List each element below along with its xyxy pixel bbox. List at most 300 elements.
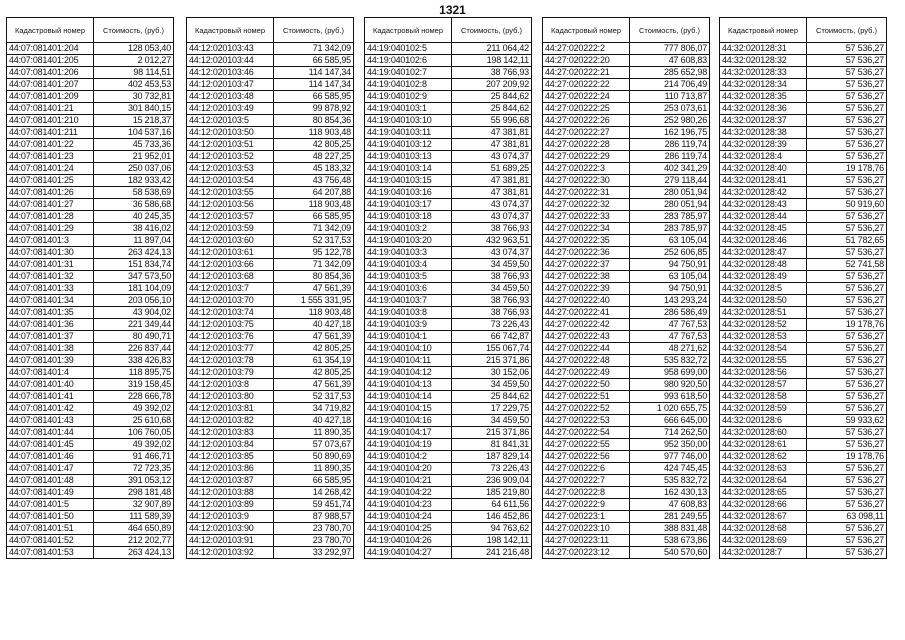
cost-cell: 236 909,04 bbox=[452, 475, 532, 487]
cost-cell: 40 427,18 bbox=[274, 319, 354, 331]
cadastral-number-cell: 44:27:020222:49 bbox=[543, 367, 630, 379]
table-row bbox=[365, 415, 532, 427]
cost-cell: 87 988,57 bbox=[274, 511, 354, 523]
table-row bbox=[365, 91, 532, 103]
table-row bbox=[543, 187, 710, 199]
cost-cell: 99 878,92 bbox=[274, 103, 354, 115]
table-row bbox=[365, 127, 532, 139]
cadastral-number-cell: 44:12:020103:83 bbox=[187, 427, 274, 439]
cadastral-number-cell: 44:19:040103:14 bbox=[365, 163, 452, 175]
table-row bbox=[365, 67, 532, 79]
table-row bbox=[543, 379, 710, 391]
cadastral-number-cell: 44:32:020128:7 bbox=[720, 547, 807, 559]
table-row bbox=[543, 199, 710, 211]
cost-cell: 52 741,58 bbox=[807, 259, 887, 271]
cost-cell: 38 766,93 bbox=[452, 307, 532, 319]
cost-cell: 11 890,35 bbox=[274, 463, 354, 475]
table-row bbox=[365, 451, 532, 463]
cost-cell: 38 416,02 bbox=[94, 223, 174, 235]
table-row bbox=[365, 535, 532, 547]
cadastral-number-cell: 44:32:020128:5 bbox=[720, 283, 807, 295]
table-row bbox=[365, 487, 532, 499]
table-row bbox=[187, 511, 354, 523]
table-row bbox=[7, 523, 174, 535]
cost-cell: 402 453,53 bbox=[94, 79, 174, 91]
cadastral-number-cell: 44:12:020103:57 bbox=[187, 211, 274, 223]
cadastral-number-cell: 44:32:020128:65 bbox=[720, 487, 807, 499]
table-row bbox=[7, 187, 174, 199]
table-row bbox=[7, 547, 174, 559]
cost-cell: 57 536,27 bbox=[807, 427, 887, 439]
cost-cell: 777 806,07 bbox=[630, 43, 710, 55]
table-row bbox=[187, 523, 354, 535]
cost-cell: 57 073,67 bbox=[274, 439, 354, 451]
cadastral-number-cell: 44:19:040104:24 bbox=[365, 511, 452, 523]
cost-cell: 32 907,89 bbox=[94, 499, 174, 511]
cost-cell: 535 832,72 bbox=[630, 355, 710, 367]
cost-cell: 47 767,53 bbox=[630, 319, 710, 331]
cost-cell: 47 767,53 bbox=[630, 331, 710, 343]
table-row bbox=[543, 211, 710, 223]
cadastral-number-cell: 44:12:020103:79 bbox=[187, 367, 274, 379]
cost-cell: 57 536,27 bbox=[807, 247, 887, 259]
cadastral-number-cell: 44:27:020222:6 bbox=[543, 463, 630, 475]
cadastral-number-cell: 44:07:081401:33 bbox=[7, 283, 94, 295]
cadastral-number-cell: 44:27:020222:39 bbox=[543, 283, 630, 295]
cost-cell: 57 536,27 bbox=[807, 115, 887, 127]
table-row bbox=[7, 511, 174, 523]
table-row bbox=[365, 211, 532, 223]
cost-cell: 118 903,48 bbox=[274, 127, 354, 139]
cost-cell: 19 178,76 bbox=[807, 451, 887, 463]
cost-cell: 283 785,97 bbox=[630, 223, 710, 235]
cadastral-number-cell: 44:19:040102:5 bbox=[365, 43, 452, 55]
cadastral-number-cell: 44:27:020222:31 bbox=[543, 187, 630, 199]
cadastral-number-cell: 44:32:020128:67 bbox=[720, 511, 807, 523]
table-row bbox=[187, 451, 354, 463]
cost-cell: 40 245,35 bbox=[94, 211, 174, 223]
table-row bbox=[7, 235, 174, 247]
table-row bbox=[365, 199, 532, 211]
cost-cell: 58 538,69 bbox=[94, 187, 174, 199]
table-row bbox=[365, 175, 532, 187]
cadastral-number-cell: 44:27:020222:44 bbox=[543, 343, 630, 355]
cadastral-number-cell: 44:12:020103:92 bbox=[187, 547, 274, 559]
cadastral-number-cell: 44:32:020128:40 bbox=[720, 163, 807, 175]
table-row bbox=[720, 295, 887, 307]
cost-cell: 283 785,97 bbox=[630, 211, 710, 223]
cadastral-number-cell: 44:19:040103:6 bbox=[365, 283, 452, 295]
table-row bbox=[720, 67, 887, 79]
cadastral-number-cell: 44:12:020103:80 bbox=[187, 391, 274, 403]
cadastral-number-cell: 44:32:020128:4 bbox=[720, 151, 807, 163]
table-row bbox=[720, 247, 887, 259]
cadastral-number-cell: 44:19:040104:10 bbox=[365, 343, 452, 355]
header-cost: Стоимость, (руб.) bbox=[807, 18, 887, 43]
cost-cell: 57 536,27 bbox=[807, 139, 887, 151]
cost-cell: 94 750,91 bbox=[630, 259, 710, 271]
cost-cell: 977 746,00 bbox=[630, 451, 710, 463]
cadastral-number-cell: 44:19:040104:22 bbox=[365, 487, 452, 499]
cost-cell: 118 903,48 bbox=[274, 199, 354, 211]
cadastral-number-cell: 44:07:081401:49 bbox=[7, 487, 94, 499]
cost-cell: 980 920,50 bbox=[630, 379, 710, 391]
cadastral-number-cell: 44:07:081401:50 bbox=[7, 511, 94, 523]
table-row bbox=[187, 91, 354, 103]
table-row bbox=[720, 151, 887, 163]
cost-cell: 215 371,86 bbox=[452, 427, 532, 439]
cadastral-table-1 bbox=[6, 17, 174, 559]
table-row bbox=[187, 535, 354, 547]
cadastral-number-cell: 44:19:040102:9 bbox=[365, 91, 452, 103]
cost-cell: 540 570,60 bbox=[630, 547, 710, 559]
cost-cell: 226 837,44 bbox=[94, 343, 174, 355]
cost-cell: 57 536,27 bbox=[807, 223, 887, 235]
cadastral-number-cell: 44:19:040104:25 bbox=[365, 523, 452, 535]
cadastral-number-cell: 44:27:020222:3 bbox=[543, 163, 630, 175]
cadastral-number-cell: 44:32:020128:64 bbox=[720, 475, 807, 487]
table-row bbox=[543, 415, 710, 427]
table-row bbox=[187, 139, 354, 151]
cost-cell: 43 074,37 bbox=[452, 151, 532, 163]
cadastral-number-cell: 44:19:040103:7 bbox=[365, 295, 452, 307]
cadastral-tables bbox=[6, 17, 902, 635]
cadastral-table-4 bbox=[542, 17, 710, 559]
header-cost: Стоимость, (руб.) bbox=[274, 18, 354, 43]
cost-cell: 57 536,27 bbox=[807, 91, 887, 103]
cadastral-number-cell: 44:07:081401:47 bbox=[7, 463, 94, 475]
cost-cell: 57 536,27 bbox=[807, 379, 887, 391]
table-row bbox=[187, 283, 354, 295]
cost-cell: 252 980,26 bbox=[630, 115, 710, 127]
cost-cell: 48 227,25 bbox=[274, 151, 354, 163]
cost-cell: 155 067,74 bbox=[452, 343, 532, 355]
cost-cell: 71 342,09 bbox=[274, 259, 354, 271]
cadastral-number-cell: 44:32:020128:34 bbox=[720, 79, 807, 91]
cost-cell: 182 933,42 bbox=[94, 175, 174, 187]
cadastral-number-cell: 44:27:020222:53 bbox=[543, 415, 630, 427]
table-row bbox=[720, 391, 887, 403]
cadastral-number-cell: 44:19:040103:20 bbox=[365, 235, 452, 247]
cadastral-number-cell: 44:32:020128:32 bbox=[720, 55, 807, 67]
cost-cell: 432 963,51 bbox=[452, 235, 532, 247]
cadastral-number-cell: 44:19:040104:11 bbox=[365, 355, 452, 367]
cadastral-number-cell: 44:19:040104:2 bbox=[365, 451, 452, 463]
cost-cell: 59 451,74 bbox=[274, 499, 354, 511]
table-row bbox=[7, 379, 174, 391]
table-row bbox=[543, 499, 710, 511]
cost-cell: 43 904,02 bbox=[94, 307, 174, 319]
cadastral-number-cell: 44:27:020222:30 bbox=[543, 175, 630, 187]
cost-cell: 66 585,95 bbox=[274, 91, 354, 103]
cadastral-number-cell: 44:12:020103:76 bbox=[187, 331, 274, 343]
cost-cell: 198 142,11 bbox=[452, 55, 532, 67]
cadastral-number-cell: 44:27:020222:56 bbox=[543, 451, 630, 463]
table-row bbox=[187, 307, 354, 319]
cadastral-number-cell: 44:27:020222:35 bbox=[543, 235, 630, 247]
table-row bbox=[7, 199, 174, 211]
cost-cell: 11 897,04 bbox=[94, 235, 174, 247]
table-row bbox=[720, 415, 887, 427]
table-row bbox=[7, 163, 174, 175]
table-row bbox=[187, 391, 354, 403]
cadastral-number-cell: 44:32:020128:61 bbox=[720, 439, 807, 451]
cost-cell: 57 536,27 bbox=[807, 391, 887, 403]
table-row bbox=[187, 259, 354, 271]
cost-cell: 212 202,77 bbox=[94, 535, 174, 547]
cost-cell: 34 719,82 bbox=[274, 403, 354, 415]
cost-cell: 198 142,11 bbox=[452, 535, 532, 547]
cost-cell: 714 262,50 bbox=[630, 427, 710, 439]
header-cost: Стоимость, (руб.) bbox=[452, 18, 532, 43]
table-row bbox=[365, 115, 532, 127]
table-row bbox=[365, 247, 532, 259]
cost-cell: 80 490,71 bbox=[94, 331, 174, 343]
cadastral-number-cell: 44:27:020222:36 bbox=[543, 247, 630, 259]
cadastral-number-cell: 44:12:020103:91 bbox=[187, 535, 274, 547]
table-row bbox=[187, 79, 354, 91]
cost-cell: 252 606,85 bbox=[630, 247, 710, 259]
cadastral-number-cell: 44:19:040103:5 bbox=[365, 271, 452, 283]
table-row bbox=[365, 403, 532, 415]
table-row bbox=[7, 487, 174, 499]
cadastral-number-cell: 44:19:040104:12 bbox=[365, 367, 452, 379]
cost-cell: 57 536,27 bbox=[807, 367, 887, 379]
cadastral-number-cell: 44:32:020128:45 bbox=[720, 223, 807, 235]
table-row bbox=[720, 463, 887, 475]
cost-cell: 38 766,93 bbox=[452, 295, 532, 307]
cost-cell: 319 158,45 bbox=[94, 379, 174, 391]
cadastral-number-cell: 44:19:040104:17 bbox=[365, 427, 452, 439]
cost-cell: 43 756,48 bbox=[274, 175, 354, 187]
table-row bbox=[543, 139, 710, 151]
cadastral-number-cell: 44:12:020103:74 bbox=[187, 307, 274, 319]
cadastral-number-cell: 44:32:020128:36 bbox=[720, 103, 807, 115]
cost-cell: 301 840,15 bbox=[94, 103, 174, 115]
header-cadastral-number: Кадастровый номер bbox=[7, 18, 94, 43]
cost-cell: 57 536,27 bbox=[807, 403, 887, 415]
table-row bbox=[543, 259, 710, 271]
cadastral-number-cell: 44:27:020222:34 bbox=[543, 223, 630, 235]
cadastral-number-cell: 44:19:040103:18 bbox=[365, 211, 452, 223]
cost-cell: 47 381,81 bbox=[452, 187, 532, 199]
cadastral-number-cell: 44:07:081401:25 bbox=[7, 175, 94, 187]
cost-cell: 185 219,80 bbox=[452, 487, 532, 499]
cost-cell: 57 536,27 bbox=[807, 295, 887, 307]
table-row bbox=[720, 343, 887, 355]
cadastral-table-2 bbox=[186, 17, 354, 559]
cadastral-number-cell: 44:12:020103:70 bbox=[187, 295, 274, 307]
cadastral-number-cell: 44:32:020128:55 bbox=[720, 355, 807, 367]
table-row bbox=[187, 499, 354, 511]
cadastral-number-cell: 44:27:020222:25 bbox=[543, 103, 630, 115]
cost-cell: 43 074,37 bbox=[452, 199, 532, 211]
cadastral-number-cell: 44:07:081401:27 bbox=[7, 199, 94, 211]
table-row bbox=[720, 163, 887, 175]
cadastral-number-cell: 44:32:020128:50 bbox=[720, 295, 807, 307]
cadastral-number-cell: 44:27:020222:37 bbox=[543, 259, 630, 271]
cadastral-number-cell: 44:12:020103:77 bbox=[187, 343, 274, 355]
table-row bbox=[7, 139, 174, 151]
cadastral-number-cell: 44:12:020103:43 bbox=[187, 43, 274, 55]
cadastral-number-cell: 44:32:020128:63 bbox=[720, 463, 807, 475]
table-row bbox=[365, 355, 532, 367]
cadastral-number-cell: 44:32:020128:68 bbox=[720, 523, 807, 535]
table-row bbox=[720, 127, 887, 139]
cost-cell: 57 536,27 bbox=[807, 475, 887, 487]
cadastral-number-cell: 44:12:020103:75 bbox=[187, 319, 274, 331]
table-row bbox=[187, 103, 354, 115]
cost-cell: 391 053,12 bbox=[94, 475, 174, 487]
cost-cell: 211 064,42 bbox=[452, 43, 532, 55]
cadastral-number-cell: 44:27:020222:38 bbox=[543, 271, 630, 283]
table-row bbox=[365, 319, 532, 331]
cadastral-number-cell: 44:27:020222:54 bbox=[543, 427, 630, 439]
cadastral-number-cell: 44:07:081401:51 bbox=[7, 523, 94, 535]
cadastral-number-cell: 44:12:020103:51 bbox=[187, 139, 274, 151]
cost-cell: 47 561,39 bbox=[274, 283, 354, 295]
cost-cell: 279 118,44 bbox=[630, 175, 710, 187]
table-row bbox=[7, 55, 174, 67]
table-row bbox=[543, 163, 710, 175]
table-row bbox=[187, 475, 354, 487]
cadastral-number-cell: 44:27:020223:12 bbox=[543, 547, 630, 559]
table-row bbox=[7, 451, 174, 463]
table-row bbox=[543, 175, 710, 187]
cadastral-number-cell: 44:12:020103:66 bbox=[187, 259, 274, 271]
table-row bbox=[7, 463, 174, 475]
cost-cell: 38 766,93 bbox=[452, 223, 532, 235]
table-row bbox=[543, 463, 710, 475]
table-row bbox=[365, 307, 532, 319]
cadastral-number-cell: 44:07:081401:48 bbox=[7, 475, 94, 487]
cost-cell: 63 105,04 bbox=[630, 235, 710, 247]
cadastral-number-cell: 44:32:020128:66 bbox=[720, 499, 807, 511]
table-row bbox=[365, 511, 532, 523]
cadastral-number-cell: 44:12:020103:84 bbox=[187, 439, 274, 451]
cost-cell: 66 585,95 bbox=[274, 211, 354, 223]
cadastral-number-cell: 44:07:081401:43 bbox=[7, 415, 94, 427]
cadastral-number-cell: 44:07:081401:26 bbox=[7, 187, 94, 199]
cadastral-number-cell: 44:19:040103:3 bbox=[365, 247, 452, 259]
cadastral-number-cell: 44:19:040103:4 bbox=[365, 259, 452, 271]
cost-cell: 106 760,05 bbox=[94, 427, 174, 439]
table-row bbox=[543, 295, 710, 307]
table-row bbox=[187, 187, 354, 199]
cost-cell: 57 536,27 bbox=[807, 175, 887, 187]
cadastral-number-cell: 44:19:040104:21 bbox=[365, 475, 452, 487]
cadastral-number-cell: 44:07:081401:204 bbox=[7, 43, 94, 55]
table-row bbox=[7, 343, 174, 355]
table-row bbox=[543, 547, 710, 559]
cost-cell: 207 209,92 bbox=[452, 79, 532, 91]
cost-cell: 23 780,70 bbox=[274, 535, 354, 547]
cadastral-number-cell: 44:19:040104:20 bbox=[365, 463, 452, 475]
table-row bbox=[7, 499, 174, 511]
cadastral-number-cell: 44:32:020128:57 bbox=[720, 379, 807, 391]
table-row bbox=[720, 55, 887, 67]
table-row bbox=[720, 223, 887, 235]
cadastral-number-cell: 44:27:020222:28 bbox=[543, 139, 630, 151]
table-row bbox=[720, 367, 887, 379]
table-row bbox=[543, 535, 710, 547]
table-row bbox=[543, 403, 710, 415]
cadastral-number-cell: 44:27:020222:40 bbox=[543, 295, 630, 307]
cost-cell: 11 890,35 bbox=[274, 427, 354, 439]
cost-cell: 151 834,74 bbox=[94, 259, 174, 271]
table-row bbox=[7, 247, 174, 259]
table-row bbox=[187, 247, 354, 259]
cadastral-number-cell: 44:32:020128:59 bbox=[720, 403, 807, 415]
table-row bbox=[7, 211, 174, 223]
cost-cell: 666 645,00 bbox=[630, 415, 710, 427]
header-cadastral-number: Кадастровый номер bbox=[187, 18, 274, 43]
table-row bbox=[365, 331, 532, 343]
table-row bbox=[720, 79, 887, 91]
table-row bbox=[187, 295, 354, 307]
cost-cell: 38 766,93 bbox=[452, 271, 532, 283]
cost-cell: 263 424,13 bbox=[94, 547, 174, 559]
table-row bbox=[7, 475, 174, 487]
table-row bbox=[720, 307, 887, 319]
cadastral-number-cell: 44:27:020222:32 bbox=[543, 199, 630, 211]
cost-cell: 71 342,09 bbox=[274, 43, 354, 55]
cost-cell: 52 317,53 bbox=[274, 391, 354, 403]
cadastral-number-cell: 44:19:040104:15 bbox=[365, 403, 452, 415]
cadastral-number-cell: 44:12:020103:50 bbox=[187, 127, 274, 139]
cadastral-number-cell: 44:19:040103:10 bbox=[365, 115, 452, 127]
table-row bbox=[365, 79, 532, 91]
cost-cell: 162 430,13 bbox=[630, 487, 710, 499]
cost-cell: 80 854,36 bbox=[274, 271, 354, 283]
cost-cell: 338 426,83 bbox=[94, 355, 174, 367]
cost-cell: 2 012,27 bbox=[94, 55, 174, 67]
cadastral-number-cell: 44:07:081401:35 bbox=[7, 307, 94, 319]
cost-cell: 19 178,76 bbox=[807, 163, 887, 175]
table-row bbox=[187, 403, 354, 415]
cost-cell: 280 051,94 bbox=[630, 187, 710, 199]
table-row bbox=[187, 175, 354, 187]
cadastral-number-cell: 44:07:081401:38 bbox=[7, 343, 94, 355]
table-row bbox=[365, 271, 532, 283]
cadastral-number-cell: 44:32:020128:52 bbox=[720, 319, 807, 331]
table-row bbox=[365, 379, 532, 391]
cadastral-number-cell: 44:12:020103:55 bbox=[187, 187, 274, 199]
cadastral-number-cell: 44:12:020103:61 bbox=[187, 247, 274, 259]
cost-cell: 57 536,27 bbox=[807, 523, 887, 535]
table-row bbox=[720, 259, 887, 271]
cost-cell: 47 381,81 bbox=[452, 139, 532, 151]
cadastral-number-cell: 44:12:020103:9 bbox=[187, 511, 274, 523]
cost-cell: 61 354,19 bbox=[274, 355, 354, 367]
cost-cell: 110 713,87 bbox=[630, 91, 710, 103]
table-row bbox=[187, 115, 354, 127]
table-row bbox=[543, 235, 710, 247]
cost-cell: 57 536,27 bbox=[807, 487, 887, 499]
table-row bbox=[543, 367, 710, 379]
cadastral-number-cell: 44:19:040104:14 bbox=[365, 391, 452, 403]
table-row bbox=[543, 67, 710, 79]
cost-cell: 64 611,56 bbox=[452, 499, 532, 511]
cadastral-number-cell: 44:12:020103:53 bbox=[187, 163, 274, 175]
cadastral-number-cell: 44:12:020103:49 bbox=[187, 103, 274, 115]
cadastral-number-cell: 44:27:020222:52 bbox=[543, 403, 630, 415]
cost-cell: 111 589,39 bbox=[94, 511, 174, 523]
table-row bbox=[365, 367, 532, 379]
cadastral-number-cell: 44:19:040103:15 bbox=[365, 175, 452, 187]
cadastral-number-cell: 44:32:020128:62 bbox=[720, 451, 807, 463]
header-cost: Стоимость, (руб.) bbox=[94, 18, 174, 43]
